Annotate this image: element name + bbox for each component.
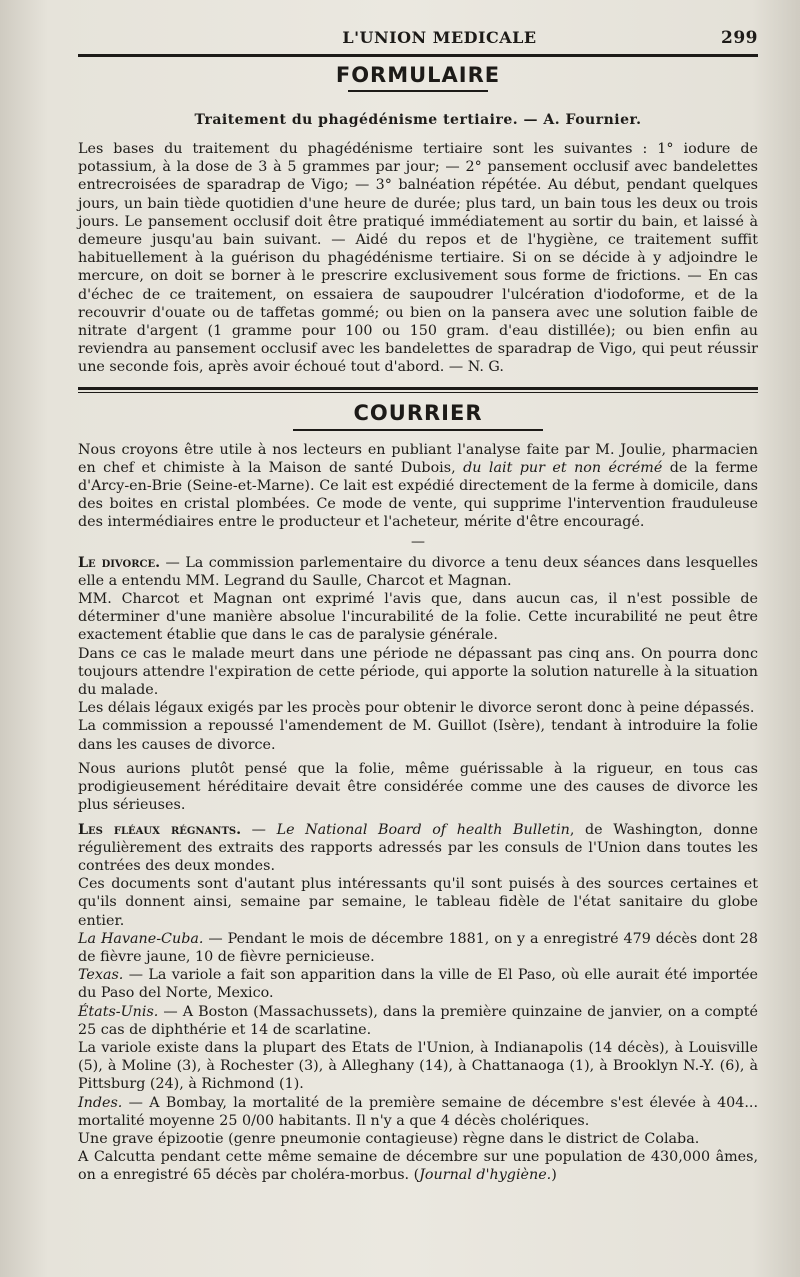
article-subtitle: Traitement du phagédénisme tertiaire. — A. Fournier. <box>194 112 642 128</box>
paragraph: MM. Charcot et Magnan ont exprimé l'avis que, dans aucun cas, il n'est possible de déterminer d'une manière absolue l'incurabilité de la folie. Cette incurabilité ne peut être exactement établie que dans le cas de paralysie générale. <box>78 591 758 644</box>
paragraph: Nous aurions plutôt pensé que la folie, même guérissable à la rigueur, en tous cas prodigieusement héréditaire devait être considérée comme une des causes de divorce les plus sérieuses. <box>78 760 758 814</box>
paragraph-fleaux: Les fléaux régnants. — Le National Board of health Bulletin, de Washington, donne régulièrement des extraits des rapports adressés par les consuls de l'Union dans toutes les contrées des deux mondes. <box>78 821 758 874</box>
paragraph-variole: La variole existe dans la plupart des Etats de l'Union, à Indianapolis (14 décès), à Louisville (5), à Moline (3), à Rochester (3), à Alleghany (14), à Chattanaoga (1), à Brooklyn N.-Y. (6), à Pittsburg (24), à Richmond (1). <box>78 1039 758 1093</box>
paragraph-lait: Nous croyons être utile à nos lecteurs en publiant l'analyse faite par M. Joulie, pharmacien en chef et chimiste à la Maison de santé Dubois, du lait pur et non écrémé de la ferme d'Arcy-en-Brie (Seine-et-Marne). Ce lait est expédié directement de la ferme à domicile, dans des boites en cristal plombées. Ce mode de vente, qui supprime l'intervention frauduleuse des intermédiaires entre le producteur et l'acheteur, mérite d'être encouragé. <box>78 441 758 531</box>
running-title: L'UNION MEDICALE <box>342 28 537 47</box>
section-divider <box>78 387 758 393</box>
paragraph: La commission a repoussé l'amendement de M. Guillot (Isère), tendant à introduire la folie dans les causes de divorce. <box>78 718 758 753</box>
paragraph-texas: Texas. — La variole a fait son apparition dans la ville de El Paso, où elle aurait été importée du Paso del Norte, Mexico. <box>78 967 758 1002</box>
paragraph-indes: Indes. — A Bombay, la mortalité de la première semaine de décembre s'est élevée à 404... mortalité moyenne 25 0/00 habitants. Il n'y a que 4 décès cholériques. <box>78 1094 758 1129</box>
formulaire-paragraph: Les bases du traitement du phagédénisme tertiaire sont les suivantes : 1° iodure de potassium, à la dose de 3 à 5 grammes par jour; — 2° pansement occlusif avec bandelettes entrecroisées de sparadrap de Vigo; — 3° balnéation répétée. Au début, pendant quelques jours, un bain tiède quotidien d'une heure de durée; plus tard, un bain tous les deux ou trois jours. Le pansement occlusif doit être pratiqué immédiatement au sortir du bain, et laissé à demeure jusqu'au bain suivant. — Aidé du repos et de l'hygiène, ce traitement suffit habituellement à la guérison du phagédénisme tertiaire. Si on se décide à y adjoindre le mercure, on doit se borner à le prescrire exclusivement sous forme de frictions. — En cas d'échec de ce traitement, on essaiera de saupoudrer l'ulcération d'iodoforme, et de la recouvrir d'ouate ou de taffetas gommé; ou bien on la pansera avec une solution faible de nitrate d'argent (1 gramme pour 100 ou 150 gram. d'eau distillée); ou bien enfin au reviendra au pansement occlusif avec les bandelettes de sparadrap de Vigo, qui peut réussir une seconde fois, après avoir échoué tout d'abord. — N. G. <box>78 141 758 376</box>
paragraph: Dans ce cas le malade meurt dans une période ne dépassant pas cinq ans. On pourra donc toujours attendre l'expiration de cette période, qui apporte la solution naturelle à la situation du malade. <box>78 645 758 699</box>
paragraph-calcutta: A Calcutta pendant cette même semaine de décembre sur une population de 430,000 âmes, on a enregistré 65 décès par choléra-morbus. (Journal d'hygiène.) <box>78 1149 758 1184</box>
separator-dash: — <box>411 533 425 550</box>
title-underline <box>348 90 488 92</box>
page-number: 299 <box>721 28 758 48</box>
section-title-courrier: COURRIER <box>353 400 483 425</box>
paragraph-etats-unis: États-Unis. — A Boston (Massachussets), dans la première quinzaine de janvier, on a compté 25 cas de diphthérie et 14 de scarlatine. <box>78 1003 758 1038</box>
paragraph-divorce: Le divorce. — La commission parlementaire du divorce a tenu deux séances dans lesquelles elle a entendu MM. Legrand du Saulle, Charcot et Magnan. <box>78 554 759 589</box>
paragraph-havane: La Havane-Cuba. — Pendant le mois de décembre 1881, on y a enregistré 479 décès dont 28 de fièvre jaune, 10 de fièvre pernicieuse. <box>78 930 758 965</box>
paragraph: Les délais légaux exigés par les procès pour obtenir le divorce seront donc à peine dépassés. <box>78 700 755 717</box>
title-underline <box>293 429 543 431</box>
courrier-body <box>78 441 758 1185</box>
header-rule <box>78 54 758 57</box>
section-title-formulaire: FORMULAIRE <box>335 63 501 87</box>
paragraph: Ces documents sont d'autant plus intéressants qu'il sont puisés à des sources certaines et qu'ils donnent ainsi, semaine par semaine, le tableau fidèle de l'état sanitaire du globe entier. <box>78 876 758 929</box>
page-header <box>78 28 758 48</box>
formulaire-body <box>78 140 758 377</box>
paragraph-epizootie: Une grave épizootie (genre pneumonie contagieuse) règne dans le district de Colaba. <box>78 1130 700 1147</box>
